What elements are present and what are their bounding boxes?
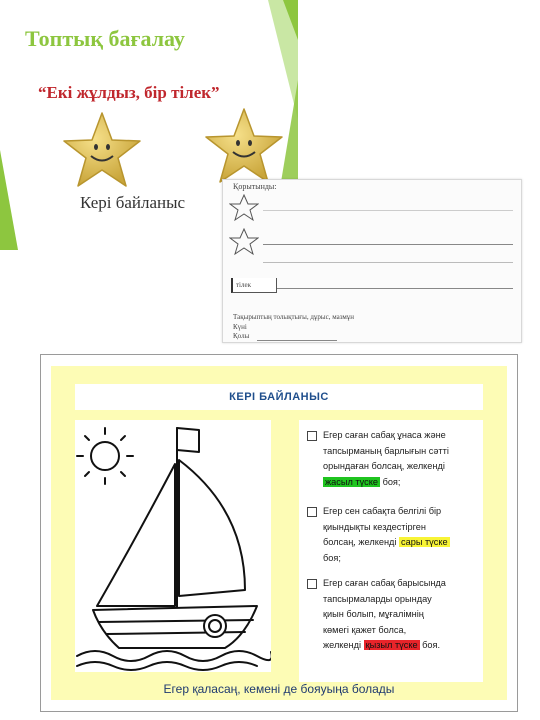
sailboat-icon (75, 420, 271, 672)
slide-quote: “Екі жұлдыз, бір тілек” (38, 83, 220, 102)
item-line: Егер саған сабақ ұнаса және (323, 430, 446, 440)
item-tail: боя; (323, 552, 341, 563)
checkbox-icon (307, 579, 317, 589)
feedback-label: Кері байланыс (80, 193, 186, 212)
item-line: орындаған болсаң, желкенді (323, 461, 445, 471)
item-line: көмегі қажет болса, (323, 624, 407, 635)
form-line (263, 244, 513, 245)
form-footer-3: Қолы (233, 332, 250, 340)
instruction-item-green (307, 428, 477, 490)
instruction-item-red (307, 576, 477, 654)
poster-title: КЕРІ БАЙЛАНЫС (75, 384, 483, 410)
checkbox-icon (307, 507, 317, 517)
item-pre: желкенді (323, 640, 362, 650)
boat-coloring-image (75, 420, 271, 672)
outline-star-icon (229, 228, 259, 256)
form-line (273, 288, 513, 289)
smiley-star-icon (62, 110, 142, 192)
feedback-poster (40, 354, 518, 712)
item-tail: боя; (382, 476, 401, 487)
decor-triangle-left (0, 150, 18, 250)
form-line (263, 210, 513, 211)
yellow-highlight: сары түске (401, 537, 448, 547)
item-pre: болсаң, желкенді (323, 537, 397, 547)
form-footer-1: Тақырыптың толықтығы, дұрыс, мазмұн (233, 313, 355, 321)
tilek-box: тілек (231, 278, 277, 293)
item-line: тапсырмаларды орындау (323, 593, 432, 604)
item-line-highlight (323, 638, 477, 654)
smiley-star-icon (204, 106, 284, 188)
poster-background (51, 366, 507, 700)
green-highlight: жасыл түске (325, 476, 378, 487)
item-line: Егер саған сабақ барысында (323, 578, 446, 588)
poster-footer: Егер қаласаң, кемені де бояуыңа болады (163, 682, 395, 696)
instructions-panel (299, 420, 483, 682)
form-line (263, 262, 513, 263)
instruction-item-yellow (307, 504, 477, 566)
item-line: тапсырманың барлығын сәтті (323, 445, 449, 456)
item-line: қиындықты кездестірген (323, 521, 426, 532)
form-line (257, 340, 337, 341)
item-line: қиын болып, мұғалімнің (323, 609, 424, 619)
item-line-highlight (323, 475, 477, 491)
item-line: Егер сен сабақта белгілі бір (323, 506, 442, 516)
slide-title: Топтық бағалау (25, 26, 185, 51)
checkbox-icon (307, 431, 317, 441)
form-header: Қорытынды: (233, 182, 277, 191)
red-highlight: қызыл түске (365, 640, 418, 650)
form-footer-2: Күні (233, 323, 247, 331)
outline-star-icon (229, 194, 259, 222)
item-tail: боя. (422, 640, 441, 650)
feedback-form (222, 179, 522, 343)
item-line-highlight (323, 535, 477, 551)
